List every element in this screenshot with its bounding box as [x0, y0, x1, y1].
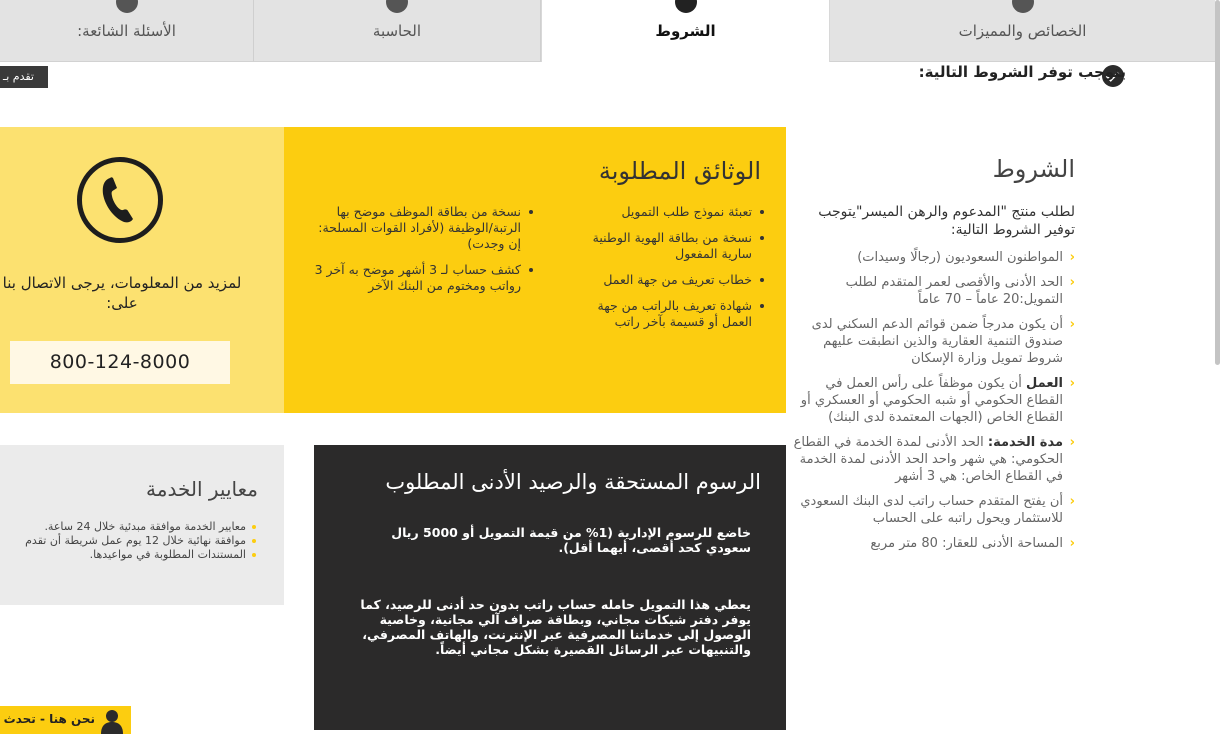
tab-conditions[interactable]: [541, 0, 830, 62]
conditions-intro: لطلب منتج "المدعوم والرهن الميسر"يتوجب توفير الشروط التالية:: [818, 204, 1075, 238]
list-item: ‹ المساحة الأدنى للعقار: 80 متر مربع: [870, 536, 1075, 551]
documents-title: الوثائق المطلوبة: [598, 157, 761, 185]
list-item: المستندات المطلوبة في مواعيدها.: [0, 548, 256, 562]
conditions-title: الشروط: [992, 155, 1075, 183]
list-item: ‹ أن يكون مدرجاً ضمن قوائم الدعم السكني لدى صندوق التنمية العقارية والذين انطبقت عليهم شروط تمويل وزارة الإسكان: [811, 317, 1075, 366]
documents-list-right: [566, 204, 764, 340]
documents-panel: [284, 127, 786, 413]
calculator-icon: [386, 0, 408, 13]
fees-paragraph: خاضع للرسوم الإدارية (1% من قيمة التمويل أو 5000 ريال سعودي كحد أقصى، أيهما أقل).: [391, 525, 751, 555]
info-icon: [116, 0, 138, 13]
chat-bar[interactable]: [0, 706, 131, 734]
list-item: خطاب تعريف من جهة العمل: [566, 272, 764, 288]
tab-calculator[interactable]: [254, 0, 541, 62]
chevron-icon: ‹: [1069, 536, 1075, 551]
fees-paragraph: يعطي هذا التمويل حامله حساب راتب بدون حد أدنى للرصيد، كما يوفر دفتر شيكات مجاني، وبطاقة صراف آلي مجانية، وخاصية الوصول إلى خدماتنا المصرفية عبر الإنترنت، والهاتف المصرفي، والتنبيهات عبر الرسائل القصيرة بشكل مجاني أيضاً.: [360, 597, 751, 657]
tab-calculator-label: الحاسبة: [372, 22, 422, 40]
chevron-icon: ‹: [1069, 250, 1075, 265]
list-item: ‹ المواطنون السعوديون (رجالًا وسيدات): [857, 250, 1075, 265]
documents-list-left: [309, 204, 533, 304]
fees-panel: [314, 445, 786, 730]
chevron-icon: ‹: [1069, 376, 1075, 391]
service-list: [0, 520, 256, 562]
service-title: معايير الخدمة: [146, 477, 258, 501]
checklist-icon: [1012, 0, 1034, 13]
user-icon: [101, 709, 123, 734]
tab-features[interactable]: [830, 0, 1215, 62]
list-item: نسخة من بطاقة الموظف موضح بها الرتبة/الوظيفة (لأفراد القوات المسلحة: إن وجدت): [309, 204, 533, 252]
list-item: معايير الخدمة موافقة مبدئية خلال 24 ساعة.: [0, 520, 256, 534]
list-item: تعبئة نموذج طلب التمويل: [566, 204, 764, 220]
conditions-column: [790, 145, 1075, 560]
tab-features-label: الخصائص والمميزات: [958, 22, 1087, 40]
phone-icon: [77, 157, 163, 243]
fees-title: الرسوم المستحقة والرصيد الأدنى المطلوب: [385, 470, 761, 494]
phone-number[interactable]: 800-124-8000: [10, 341, 230, 384]
list-item: ‹ الحد الأدنى والأقصى لعمر المتقدم لطلب التمويل:20 عاماً – 70 عاماً: [845, 275, 1075, 307]
list-item: نسخة من بطاقة الهوية الوطنية سارية المفعول: [566, 230, 764, 262]
chat-bar-label: نحن هنا - تحدث: [3, 712, 95, 726]
contact-text: لمزيد من المعلومات، يرجى الاتصال بنا على:: [2, 274, 242, 312]
requirements-heading: يتوجب توفر الشروط التالية:: [918, 63, 1126, 81]
list-item: ‹ العمل أن يكون موظفاً على رأس العمل في القطاع الحكومي أو شبه الحكومي أو العسكري أو القطاع الخاص (الجهات المعتمدة لدى البنك): [800, 376, 1075, 425]
list-item: ‹ مدة الخدمة: الحد الأدنى لمدة الخدمة في القطاع الحكومي: هي شهر واحد الحد الأدنى لمدة الخدمة في القطاع الخاص: هي 3 أشهر: [793, 435, 1075, 484]
service-standards-panel: [0, 445, 284, 605]
chevron-icon: ‹: [1069, 435, 1075, 450]
tab-faq-label: الأسئلة الشائعة:: [77, 22, 176, 40]
chevron-icon: ‹: [1069, 275, 1075, 290]
list-item: كشف حساب لـ 3 أشهر موضح به آخر 3 رواتب ومختوم من البنك الآخر: [309, 262, 533, 294]
scrollbar[interactable]: [1215, 0, 1220, 365]
tab-conditions-label: الشروط: [655, 22, 716, 40]
check-icon: [675, 0, 697, 13]
list-item: موافقة نهائية خلال 12 يوم عمل شريطة أن تقدم: [0, 534, 256, 548]
tab-faq[interactable]: [0, 0, 254, 62]
chevron-icon: ‹: [1069, 317, 1075, 332]
contact-panel: [0, 127, 284, 413]
chevron-icon: ‹: [1069, 494, 1075, 509]
conditions-list: [790, 249, 1075, 552]
apply-button[interactable]: تقدم بـ: [0, 66, 48, 88]
list-item: ‹ أن يفتح المتقدم حساب راتب لدى البنك السعودي للاستثمار ويحول راتبه على الحساب: [800, 494, 1075, 526]
list-item: شهادة تعريف بالراتب من جهة العمل أو قسيمة بآخر راتب: [566, 298, 764, 330]
tab-bar: [0, 0, 1215, 62]
